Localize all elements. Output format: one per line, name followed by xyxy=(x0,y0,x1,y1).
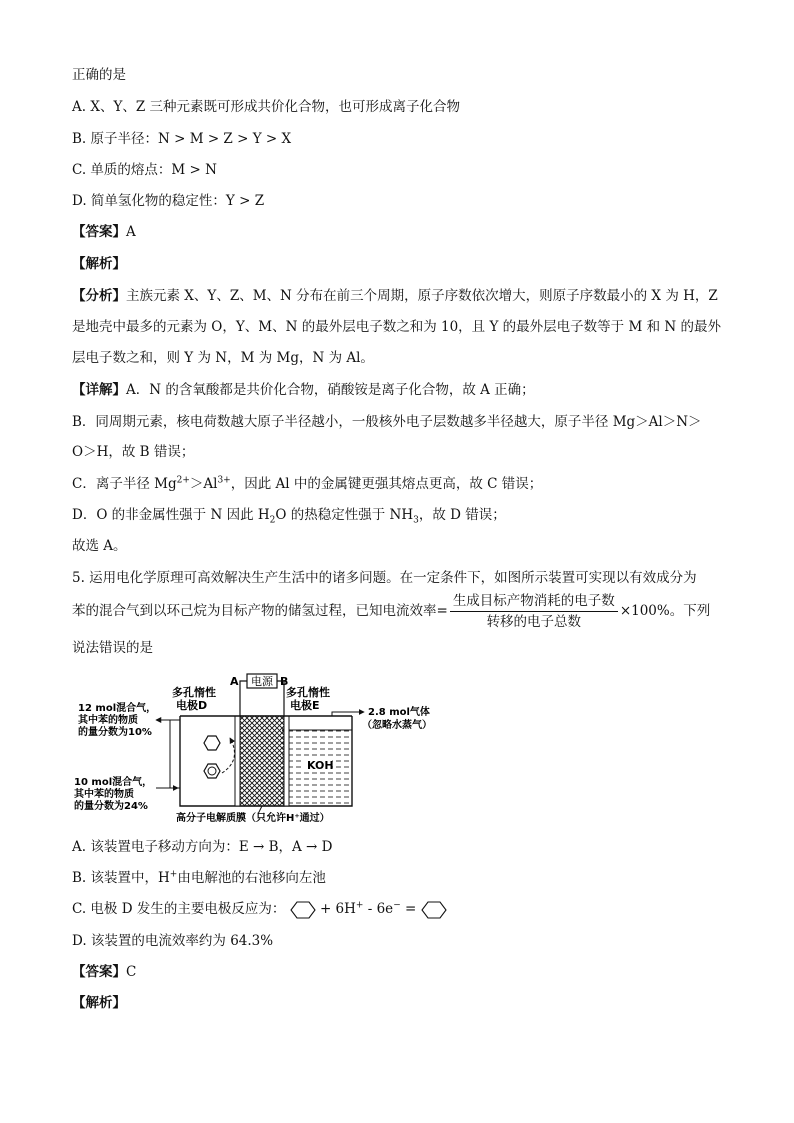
right-electrode-label-1: 多孔惰性 xyxy=(286,686,330,699)
detail-d-mid: O 的热稳定性强于 NH xyxy=(275,507,414,523)
q5-answer xyxy=(72,963,136,981)
q4-detail-c xyxy=(72,475,542,493)
q4-detail-b-2: O＞H，故 B 错误； xyxy=(72,444,195,460)
detail-d-sub2: 3 xyxy=(413,515,419,526)
opt-b-post: 由电解池的右池移向左池 xyxy=(177,870,326,886)
fenxi-label: 【分析】 xyxy=(72,288,126,304)
detail-d-pre: D．O 的非金属性强于 N 因此 H xyxy=(72,507,270,523)
opt-c-mid2: - 6e xyxy=(363,901,394,917)
q5-stem-line-3: 说法错误的是 xyxy=(72,640,153,656)
q4-answer xyxy=(72,223,136,241)
q5-option-b xyxy=(72,869,326,887)
electrode-d xyxy=(235,716,240,806)
outlet-gas-line-1: 12 mol混合气， xyxy=(78,703,157,714)
left-electrode-label-1: 多孔惰性 xyxy=(172,686,216,699)
detail-d-post: ，故 D 错误； xyxy=(418,507,506,523)
detail-c-pre: C．离子半径 Mg xyxy=(72,476,177,492)
opt-b-pre: B. 该装置中，H xyxy=(72,870,170,886)
answer-value: A xyxy=(126,224,136,240)
answer-label: 【答案】 xyxy=(72,224,126,240)
opt-c-eq: = xyxy=(400,901,417,917)
q4-option-c: C. 单质的熔点：M > N xyxy=(72,162,217,178)
right-electrode-label-2: 电极E xyxy=(290,699,320,712)
terminal-a-label: A xyxy=(230,675,239,688)
out-gas-line-2: （忽略水蒸气） xyxy=(362,720,432,731)
answer-label: 【答案】 xyxy=(72,964,126,980)
out-gas-line-1: 2.8 mol气体 xyxy=(368,707,430,718)
feed-gas-line-1: 10 mol混合气， xyxy=(74,777,153,788)
membrane-caption: 高分子电解质膜（只允许H⁺通过） xyxy=(176,813,330,823)
q4-detail-b-1: B．同周期元素，核电荷数越大原子半径越小，一般核外电子层数越多半径越大，原子半径 Mg＞Al＞N＞ xyxy=(72,414,702,430)
benzene-icon xyxy=(204,764,220,778)
q4-detail-a xyxy=(72,381,535,399)
feed-gas-line-3: 的量分数为24% xyxy=(74,801,148,812)
q4-option-b: B. 原子半径：N > M > Z > Y > X xyxy=(72,131,292,147)
q5-stem-line-1: 5. 运用电化学原理可高效解决生产生活中的诸多问题。在一定条件下，如图所示装置可实现以有效成分为 xyxy=(72,570,697,586)
detail-a-text: A．N 的含氧酸都是共价化合物，硝酸铵是离子化合物，故 A 正确； xyxy=(126,382,535,398)
stem2-post: ×100%。下列 xyxy=(619,603,711,619)
answer-value: C xyxy=(126,964,137,980)
detail-c-mid: ＞Al xyxy=(189,476,218,492)
outlet-gas-line-2: 其中苯的物质 xyxy=(78,715,138,726)
opt-c-sup2: − xyxy=(393,900,401,911)
detail-c-sup2: 3+ xyxy=(217,475,231,486)
opt-c-pre: C. 电极 D 发生的主要电极反应为： xyxy=(72,901,286,917)
detail-d-sub1: 2 xyxy=(269,515,276,526)
q4-conclusion: 故选 A。 xyxy=(72,538,127,554)
q4-fenxi-line-1 xyxy=(72,287,718,305)
conversion-arrow xyxy=(222,738,235,773)
electrolysis-diagram xyxy=(72,668,452,823)
q4-detail-d xyxy=(72,506,506,524)
feed-gas-line-2: 其中苯的物质 xyxy=(74,789,134,800)
fenxi-text-1: 主族元素 X、Y、Z、M、N 分布在前三个周期，原子序数依次增大，则原子序数最小的 X 为 H，Z xyxy=(126,288,718,304)
opt-b-sup: + xyxy=(169,869,178,880)
q4-option-d: D. 简单氢化物的稳定性：Y > Z xyxy=(72,193,265,209)
cyclohexane-icon xyxy=(204,736,220,750)
terminal-b-label: B xyxy=(280,675,289,688)
q5-option-d: D. 该装置的电流效率约为 64.3% xyxy=(72,933,274,949)
q4-fenxi-line-3: 层电子数之和，则 Y 为 N，M 为 Mg，N 为 Al。 xyxy=(72,350,374,366)
fraction-numerator: 生成目标产物消耗的电子数 xyxy=(450,592,618,612)
wire-a xyxy=(240,681,247,720)
power-label: 电源 xyxy=(251,675,273,688)
left-electrode-label-2: 电极D xyxy=(176,699,208,712)
outlet-gas-line-3: 的量分数为10% xyxy=(78,727,152,738)
detail-c-sup1: 2+ xyxy=(176,475,190,486)
cyclohexane-icon xyxy=(421,901,447,919)
q5-stem-line-2 xyxy=(72,592,710,631)
current-efficiency-fraction xyxy=(450,592,618,631)
detail-c-post: ，因此 Al 中的金属键更强其熔点更高，故 C 错误； xyxy=(230,476,543,492)
q5-option-a: A. 该装置电子移动方向为：E → B，A → D xyxy=(72,839,333,855)
q4-stem-end: 正确的是 xyxy=(72,67,126,83)
electrolyte-label: KOH xyxy=(307,759,334,772)
q4-fenxi-line-2: 是地壳中最多的元素为 O，Y、M、N 的最外层电子数之和为 10，且 Y 的最外层电子数等于 M 和 N 的最外 xyxy=(72,319,721,335)
membrane xyxy=(240,716,284,806)
q5-option-c xyxy=(72,900,447,919)
q4-option-a: A. X、Y、Z 三种元素既可形成共价化合物，也可形成离子化合物 xyxy=(72,99,461,115)
stem2-pre: 苯的混合气到以环己烷为目标产物的储氢过程，已知电流效率= xyxy=(72,603,448,619)
q5-analysis-label: 【解析】 xyxy=(72,995,126,1011)
opt-c-sup1: + xyxy=(355,900,364,911)
detail-label: 【详解】 xyxy=(72,382,126,398)
benzene-icon xyxy=(290,901,316,919)
fraction-denominator: 转移的电子总数 xyxy=(486,614,582,630)
q4-analysis-label: 【解析】 xyxy=(72,256,126,272)
opt-c-mid: + 6H xyxy=(319,901,356,917)
electrode-e xyxy=(284,716,289,806)
